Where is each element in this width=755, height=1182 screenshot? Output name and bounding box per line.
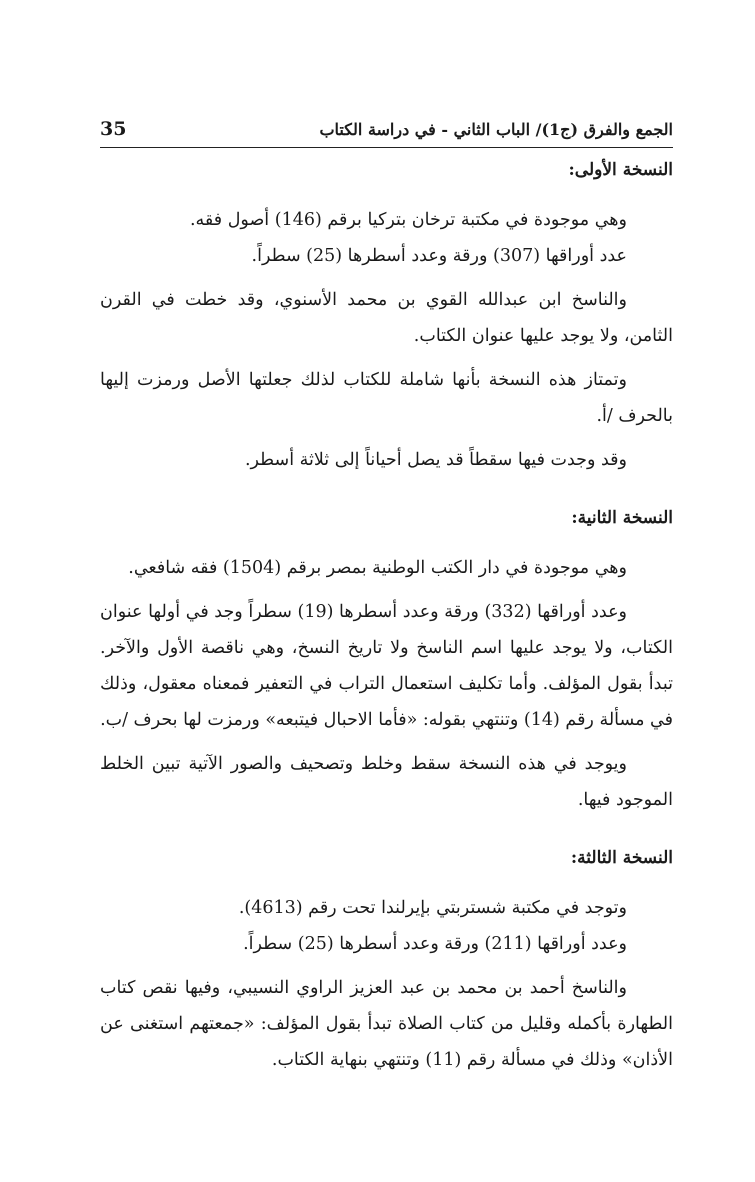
text-line: عدد أوراقها (307) ورقة وعدد أسطرها (25) سطراً. [251, 246, 627, 266]
paragraph: وتمتاز هذه النسخة بأنها شاملة للكتاب لذلك جعلتها الأصل ورمزت إليها بالحرف /أ. [100, 370, 673, 426]
page-number: 35 [100, 118, 127, 140]
section-heading-first-copy: النسخة الأولى: [568, 160, 673, 180]
page-body [100, 152, 673, 1078]
text-line: وعدد أوراقها (211) ورقة وعدد أسطرها (25) سطراً. [243, 934, 627, 954]
header-rule [100, 147, 673, 148]
text-line: وهي موجودة في مكتبة ترخان بتركيا برقم (146) أصول فقه. [189, 210, 627, 230]
section-heading-third-copy: النسخة الثالثة: [570, 848, 673, 868]
running-title: الجمع والفرق (ج1)/ الباب الثاني - في دراسة الكتاب [319, 119, 673, 139]
text-line: وهي موجودة في دار الكتب الوطنية بمصر برقم (1504) فقه شافعي. [128, 558, 627, 578]
text-line: وقد وجدت فيها سقطاً قد يصل أحياناً إلى ثلاثة أسطر. [244, 450, 627, 470]
paragraph: ويوجد في هذه النسخة سقط وخلط وتصحيف والصور الآتية تبين الخلط الموجود فيها. [100, 754, 673, 810]
paragraph: والناسخ أحمد بن محمد بن عبد العزيز الراوي النسيبي، وفيها نقص كتاب الطهارة بأكمله وقليل من كتاب الصلاة تبدأ بقول المؤلف: «جمعتهم استغنى عن الأذان» وذلك في مسألة رقم (11) وتنتهي بنهاية الكتاب. [100, 978, 673, 1070]
text-line: وتوجد في مكتبة شستربتي بإيرلندا تحت رقم (4613). [238, 898, 627, 918]
paragraph: والناسخ ابن عبدالله القوي بن محمد الأسنوي، وقد خطت في القرن الثامن، ولا يوجد عليها عنوان الكتاب. [100, 290, 673, 346]
section-heading-second-copy: النسخة الثانية: [571, 508, 673, 528]
page-header [100, 114, 673, 144]
paragraph: وعدد أوراقها (332) ورقة وعدد أسطرها (19) سطراً وجد في أولها عنوان الكتاب، ولا يوجد عليها اسم الناسخ ولا تاريخ النسخ، وهي ناقصة الأول والآخر. تبدأ بقول المؤلف. وأما تكليف استعمال التراب في التعفير فمعناه معقول، وذلك في مسألة رقم (14) وتنتهي بقوله: «فأما الاحبال فيتبعه» ورمزت لها بحرف /ب. [100, 602, 673, 730]
